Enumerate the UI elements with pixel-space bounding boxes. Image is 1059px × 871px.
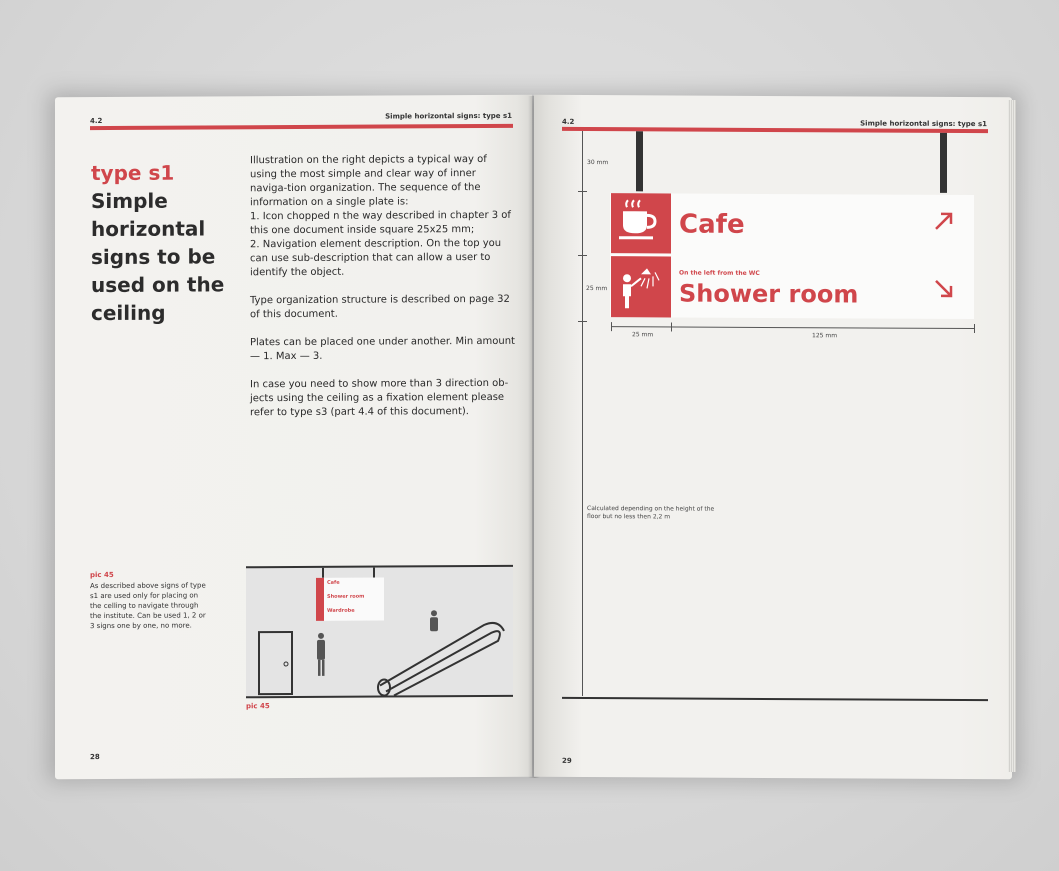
body-paragraph: In case you need to show more than 3 direction ob-jects using the ceiling as a fixation element please refer to type s3 (part 4.4 of this document). (250, 377, 509, 419)
section-number: 4.2 (90, 117, 103, 126)
dimension-label: 125 mm (812, 332, 838, 340)
header-rule (562, 127, 988, 133)
mini-sign-label: Shower room (327, 593, 365, 600)
section-number: 4.2 (562, 117, 575, 126)
page-number: 29 (562, 756, 572, 765)
ceiling-illustration (246, 565, 513, 698)
body-paragraph: Type organization structure is described on page 32 of this document. (250, 293, 510, 321)
floor-line (562, 697, 988, 701)
header-rule (90, 124, 513, 130)
page-heading (91, 158, 231, 327)
arrow-down-right-icon (932, 277, 956, 301)
pic-label: pic 45 (90, 570, 114, 580)
dimension-label: 30 mm (587, 159, 609, 167)
body-text (250, 153, 516, 434)
heading-text: Simple horizontal signs to be used on the ceiling (91, 188, 225, 326)
cafe-icon-box (611, 193, 671, 253)
mini-sign-label: Wardrobe (327, 607, 355, 614)
mini-sign-label: Cafe (327, 579, 340, 586)
ceiling-rod (940, 133, 947, 193)
running-title: Simple horizontal signs: type s1 (385, 111, 512, 121)
page-edges (1008, 100, 1016, 772)
scene-drawing (246, 567, 513, 698)
body-paragraph: Illustration on the right depicts a typical way of using the most simple and clear way of inner naviga-tion organization. The sequence of the information on a single plate is: 1. Icon chopped n the way described in chapter 3 of this one document inside square 25x25 mm; 2. Navigation element description. On the top you can use sub-description that can allow a user to identify the object. (250, 153, 511, 279)
coffee-cup-icon (611, 193, 671, 253)
shower-icon-box (611, 256, 671, 317)
body-paragraph: Plates can be placed one under another. Min amount — 1. Max — 3. (250, 335, 515, 363)
sign1-label: Cafe (679, 209, 745, 240)
pic-caption: As described above signs of type s1 are used only for placing on the celling to navigate through the institute. Can be used 1, 2 or 3 signs one by one, no more. (90, 581, 206, 631)
sign2-sub: On the left from the WC (679, 269, 760, 277)
ceiling-rod (636, 131, 643, 191)
illustration-floor (246, 695, 513, 698)
running-title: Simple horizontal signs: type s1 (860, 119, 987, 129)
illustration-label: pic 45 (246, 702, 270, 711)
left-page (55, 95, 532, 779)
arrow-up-right-icon (932, 209, 956, 233)
shower-icon (611, 256, 671, 317)
height-note: Calculated depending on the height of the floor but no less then 2,2 m (587, 505, 715, 521)
page-number: 28 (90, 753, 100, 762)
right-page (534, 95, 1012, 780)
heading-type: type s1 (91, 160, 175, 186)
dimension-line-horizontal (611, 326, 974, 329)
dimension-line-vertical (582, 131, 583, 696)
dimension-label: 25 mm (632, 331, 654, 339)
sign2-label: Shower room (679, 279, 859, 309)
dimension-label: 25 mm (586, 285, 608, 293)
